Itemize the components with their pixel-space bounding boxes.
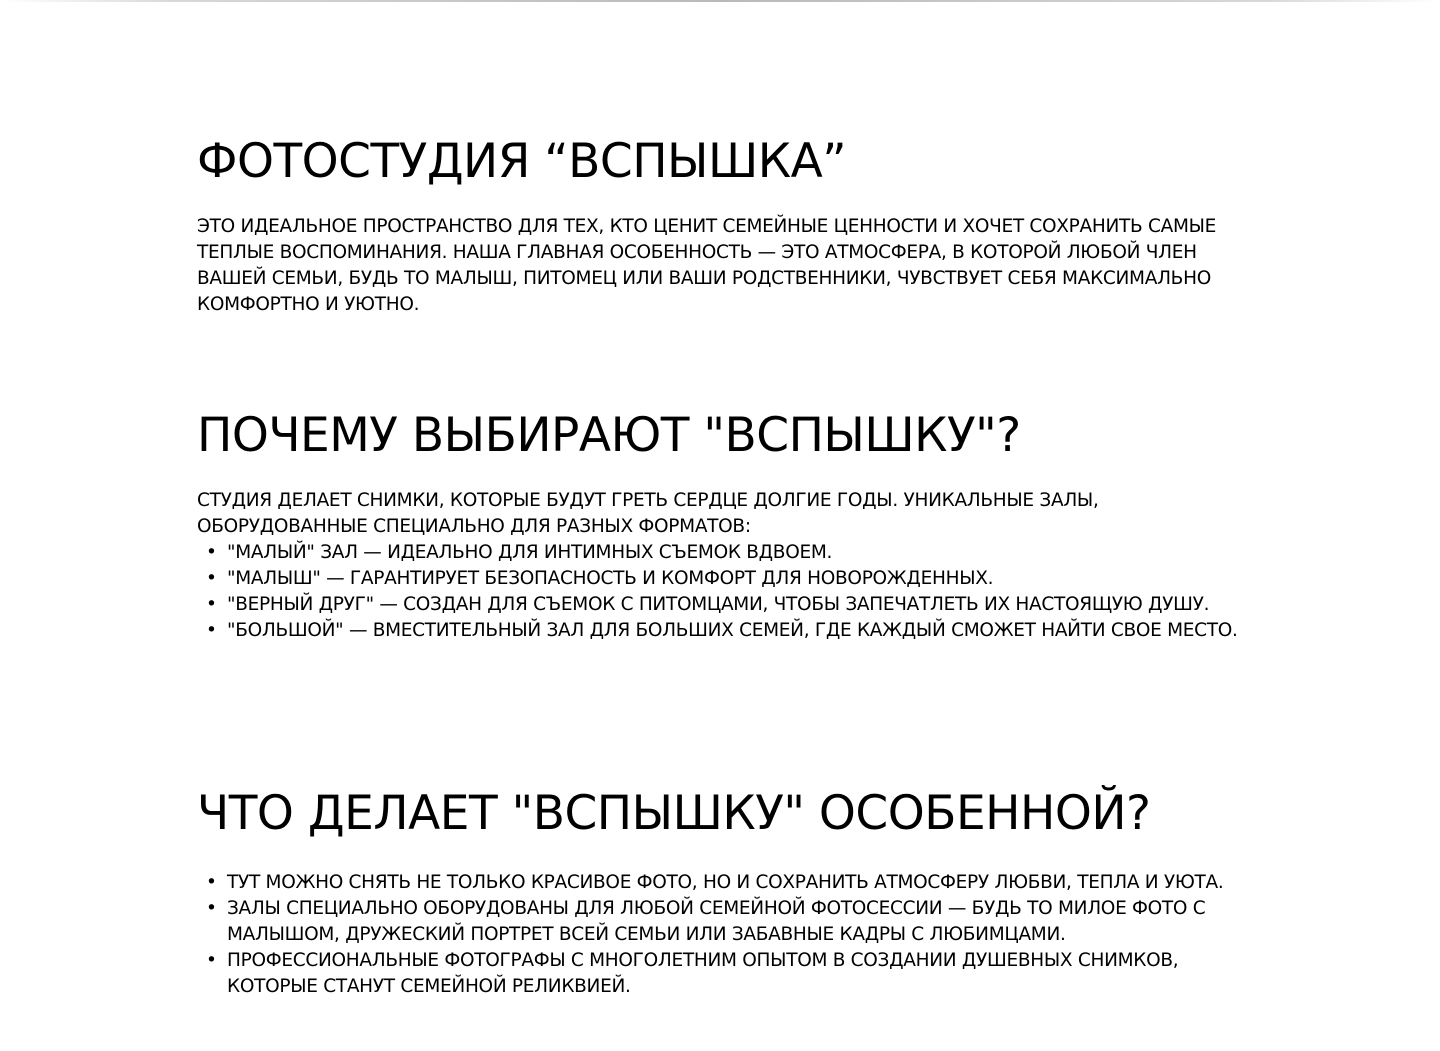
special-section (197, 786, 1247, 1000)
list-item (206, 870, 1247, 896)
halls-list (197, 540, 1247, 644)
list-item-text: ПРОФЕССИОНАЛЬНЫЕ ФОТОГРАФЫ С МНОГОЛЕТНИМ ОПЫТОМ В СОЗДАНИИ ДУШЕВНЫХ СНИМКОВ, КОТОРЫЕ СТАНУТ СЕМЕЙНОЙ РЕЛИКВИЕЙ. (227, 950, 1179, 997)
list-item-text: ЗАЛЫ СПЕЦИАЛЬНО ОБОРУДОВАНЫ ДЛЯ ЛЮБОЙ СЕМЕЙНОЙ ФОТОСЕССИИ — БУДЬ ТО МИЛОЕ ФОТО С МАЛЫШОМ, ДРУЖЕСКИЙ ПОРТРЕТ ВСЕЙ СЕМЬИ ИЛИ ЗАБАВНЫЕ КАДРЫ С ЛЮБИМЦАМИ. (227, 898, 1206, 945)
features-list (197, 870, 1247, 1000)
list-item-text: "МАЛЫШ" — ГАРАНТИРУЕТ БЕЗОПАСНОСТЬ И КОМФОРТ ДЛЯ НОВОРОЖДЕННЫХ. (227, 568, 994, 589)
bullet-icon: • (206, 620, 217, 641)
why-title: ПОЧЕМУ ВЫБИРАЮТ "ВСПЫШКУ"? (197, 408, 1021, 463)
about-text: ЭТО ИДЕАЛЬНОЕ ПРОСТРАНСТВО ДЛЯ ТЕХ, КТО ЦЕНИТ СЕМЕЙНЫЕ ЦЕННОСТИ И ХОЧЕТ СОХРАНИТЬ САМЫЕ ТЕПЛЫЕ ВОСПОМИНАНИЯ. НАША ГЛАВНАЯ ОСОБЕННОСТЬ — ЭТО АТМОСФЕРА, В КОТОРОЙ ЛЮБОЙ ЧЛЕН ВАШЕЙ СЕМЬИ, БУДЬ ТО МАЛЫШ, ПИТОМЕЦ ИЛИ ВАШИ РОДСТВЕННИКИ, ЧУВСТВУЕТ СЕБЯ МАКСИМАЛЬНО КОМФОРТНО И УЮТНО. (197, 216, 1217, 315)
why-intro: СТУДИЯ ДЕЛАЕТ СНИМКИ, КОТОРЫЕ БУДУТ ГРЕТЬ СЕРДЦЕ ДОЛГИЕ ГОДЫ. УНИКАЛЬНЫЕ ЗАЛЫ, ОБОРУДОВАННЫЕ СПЕЦИАЛЬНО ДЛЯ РАЗНЫХ ФОРМАТОВ: (197, 490, 1099, 537)
list-item (206, 566, 1247, 592)
list-item (206, 592, 1247, 618)
list-item-text: ТУТ МОЖНО СНЯТЬ НЕ ТОЛЬКО КРАСИВОЕ ФОТО, НО И СОХРАНИТЬ АТМОСФЕРУ ЛЮБВИ, ТЕПЛА И УЮТА. (227, 872, 1224, 893)
bullet-icon: • (206, 898, 217, 919)
list-item (206, 896, 1247, 948)
list-item-text: "ВЕРНЫЙ ДРУГ" — СОЗДАН ДЛЯ СЪЕМОК С ПИТОМЦАМИ, ЧТОБЫ ЗАПЕЧАТЛЕТЬ ИХ НАСТОЯЩУЮ ДУШУ. (227, 594, 1210, 615)
bullet-icon: • (206, 872, 217, 893)
list-item (206, 540, 1247, 566)
about-section (197, 134, 1247, 318)
top-divider (0, 0, 1440, 2)
bullet-icon: • (206, 542, 217, 563)
list-item (206, 948, 1247, 1000)
special-title: ЧТО ДЕЛАЕТ "ВСПЫШКУ" ОСОБЕННОЙ? (197, 786, 1151, 841)
bullet-icon: • (206, 568, 217, 589)
why-section (197, 408, 1247, 644)
list-item-text: "МАЛЫЙ" ЗАЛ — ИДЕАЛЬНО ДЛЯ ИНТИМНЫХ СЪЕМОК ВДВОЕМ. (227, 542, 833, 563)
about-title: ФОТОСТУДИЯ “ВСПЫШКА” (197, 134, 847, 189)
list-item (206, 618, 1247, 644)
bullet-icon: • (206, 950, 217, 971)
bullet-icon: • (206, 594, 217, 615)
list-item-text: "БОЛЬШОЙ" — ВМЕСТИТЕЛЬНЫЙ ЗАЛ ДЛЯ БОЛЬШИХ СЕМЕЙ, ГДЕ КАЖДЫЙ СМОЖЕТ НАЙТИ СВОЕ МЕСТО. (227, 620, 1238, 641)
